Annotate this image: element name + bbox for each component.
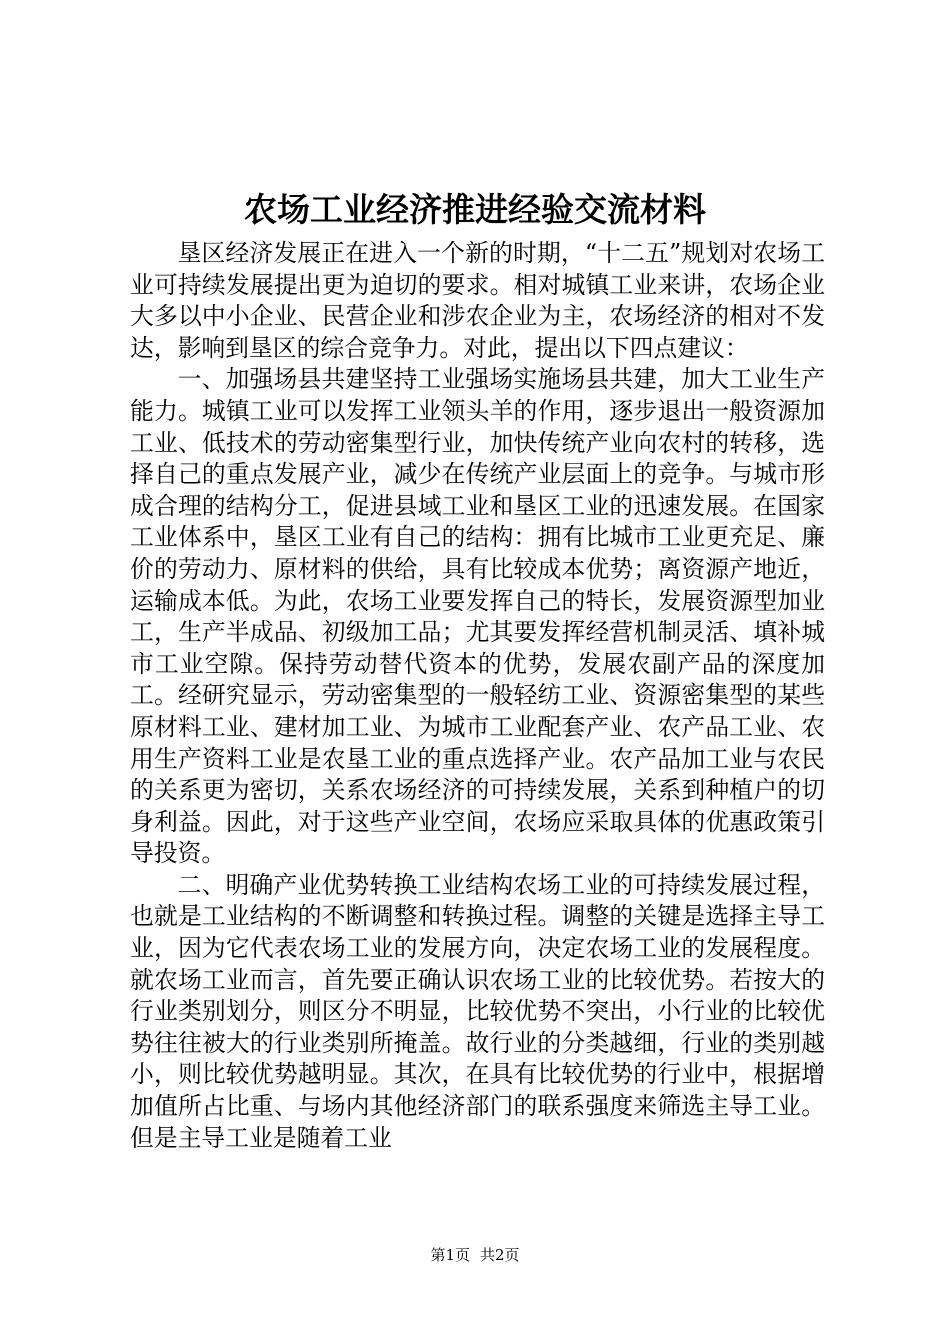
document-title: 农场工业经济推进经验交流材料 (244, 190, 706, 229)
paragraph-section-2: 二、明确产业优势转换工业结构农场工业的可持续发展过程，也就是工业结构的不断调整和转换过程。调整的关键是选择主导工业，因为它代表农场工业的发展方向，决定农场工业的发展程度。就农场工业而言，首先要正确认识农场工业的比较优势。若按大的行业类别划分，则区分不明显，比较优势不突出，小行业的比较优势往往被大的行业类别所掩盖。故行业的分类越细，行业的类别越小，则比较优势越明显。其次，在具有比较优势的行业中，根据增加值所占比重、与场内其他经济部门的联系强度来筛选主导工业。但是主导工业是随着工业 (130, 870, 825, 1152)
paragraph-intro: 垦区经济发展正在进入一个新的时期，“十二五”规划对农场工业可持续发展提出更为迫切的要求。相对城镇工业来讲，农场企业大多以中小企业、民营企业和涉农企业为主，农场经济的相对不发达，影响到垦区的综合竞争力。对此，提出以下四点建议： (130, 239, 825, 362)
page-footer (0, 1245, 950, 1265)
page-number: 第1页 (430, 1246, 470, 1264)
page-total: 共2页 (480, 1246, 520, 1264)
paragraph-section-1: 一、加强场县共建坚持工业强场实施场县共建，加大工业生产能力。城镇工业可以发挥工业领头羊的作用，逐步退出一般资源加工业、低技术的劳动密集型行业，加快传统产业向农村的转移，选择自己的重点发展产业，减少在传统产业层面上的竞争。与城市形成合理的结构分工，促进县域工业和垦区工业的迅速发展。在国家工业体系中，垦区工业有自己的结构：拥有比城市工业更充足、廉价的劳动力、原材料的供给，具有比较成本优势；离资源产地近，运输成本低。为此，农场工业要发挥自己的特长，发展资源型加业工，生产半成品、初级加工品；尤其要发挥经营机制灵活、填补城市工业空隙。保持劳动替代资本的优势，发展农副产品的深度加工。经研究显示，劳动密集型的一般轻纺工业、资源密集型的某些原材料工业、建材加工业、为城市工业配套产业、农产品工业、农用生产资料工业是农垦工业的重点选择产业。农产品加工业与农民的关系更为密切，关系农场经济的可持续发展，关系到种植户的切身利益。因此，对于这些产业空间，农场应采取具体的优惠政策引导投资。 (130, 365, 825, 868)
document-body (130, 238, 825, 1154)
